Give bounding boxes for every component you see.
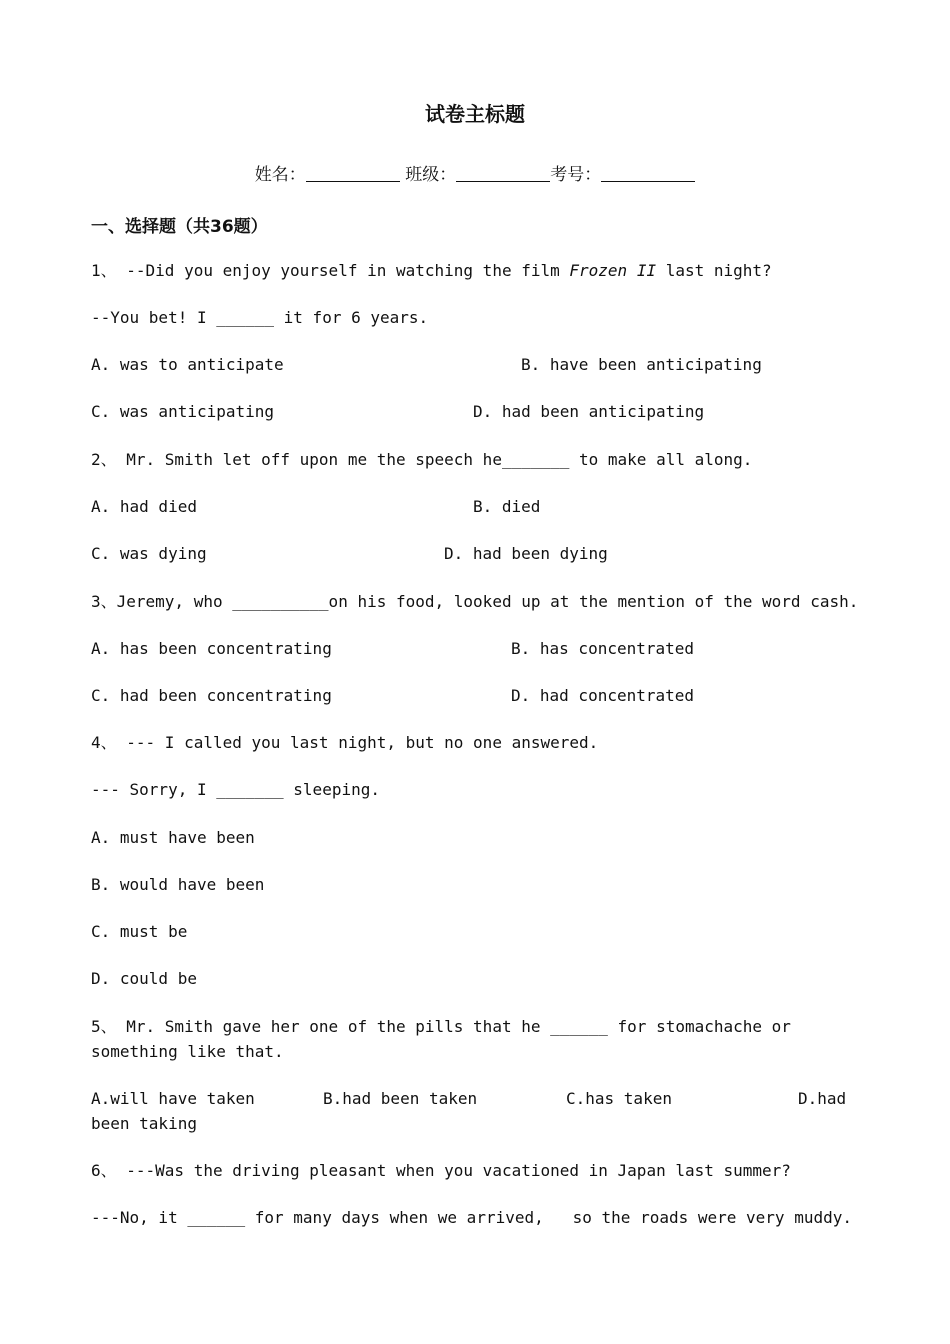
q1-stem-post: last night? (656, 261, 772, 280)
class-label: 班级： (405, 165, 457, 185)
q4-stem2: --- Sorry, I _______ sleeping. (91, 780, 380, 799)
q1-option-b[interactable]: B. have been anticipating (521, 355, 762, 374)
number-label: 考号： (550, 165, 602, 185)
q1-option-c[interactable]: C. was anticipating (91, 402, 275, 421)
class-blank[interactable] (456, 163, 550, 182)
section-heading: 一、选择题（共36题） (91, 217, 268, 237)
q4-stem: 4、 --- I called you last night, but no one answered. (91, 733, 599, 752)
q4-option-d[interactable]: D. could be (91, 969, 197, 988)
q3-option-a[interactable]: A. has been concentrating (91, 639, 332, 658)
q1-option-d[interactable]: D. had been anticipating (473, 402, 705, 421)
q2-option-a[interactable]: A. had died (91, 497, 197, 516)
name-blank[interactable] (306, 163, 400, 182)
q4-option-b[interactable]: B. would have been (91, 875, 265, 894)
q3-option-d[interactable]: D. had concentrated (511, 686, 695, 705)
q4-option-a[interactable]: A. must have been (91, 828, 255, 847)
q1-stem2: --You bet! I ______ it for 6 years. (91, 308, 429, 327)
q1-stem-pre: 1、 --Did you enjoy yourself in watching the film (91, 261, 570, 280)
q5-option-d-text: D.had been taking (91, 1089, 847, 1133)
q5-option-c[interactable]: C.has taken (566, 1089, 672, 1108)
q3-option-b[interactable]: B. has concentrated (511, 639, 695, 658)
q1-option-a[interactable]: A. was to anticipate (91, 355, 284, 374)
q2-option-d[interactable]: D. had been dying (444, 544, 608, 563)
q2-option-c[interactable]: C. was dying (91, 544, 207, 563)
q5-option-b[interactable]: B.had been taken (323, 1089, 478, 1108)
name-label: 姓名： (254, 165, 306, 185)
q2-option-b[interactable]: B. died (473, 497, 541, 516)
q1-stem (91, 258, 772, 283)
number-blank[interactable] (601, 163, 695, 182)
q6-stem2: ---No, it ______ for many days when we arrived, so the roads were very muddy. (91, 1208, 852, 1227)
q5-stem: 5、 Mr. Smith gave her one of the pills that he ______ for stomachache or something like that. (91, 1017, 791, 1061)
q6-stem: 6、 ---Was the driving pleasant when you vacationed in Japan last summer? (91, 1161, 791, 1180)
student-info (0, 160, 950, 185)
q3-stem: 3、Jeremy, who __________on his food, looked up at the mention of the word cash. (91, 592, 859, 611)
q2-stem: 2、 Mr. Smith let off upon me the speech he_______ to make all along. (91, 450, 753, 469)
q1-film-title: Frozen II (569, 261, 657, 280)
q5-option-a[interactable]: A.will have taken (91, 1089, 255, 1108)
q3-option-c[interactable]: C. had been concentrating (91, 686, 332, 705)
page-title: 试卷主标题 (425, 102, 525, 126)
q4-option-c[interactable]: C. must be (91, 922, 188, 941)
